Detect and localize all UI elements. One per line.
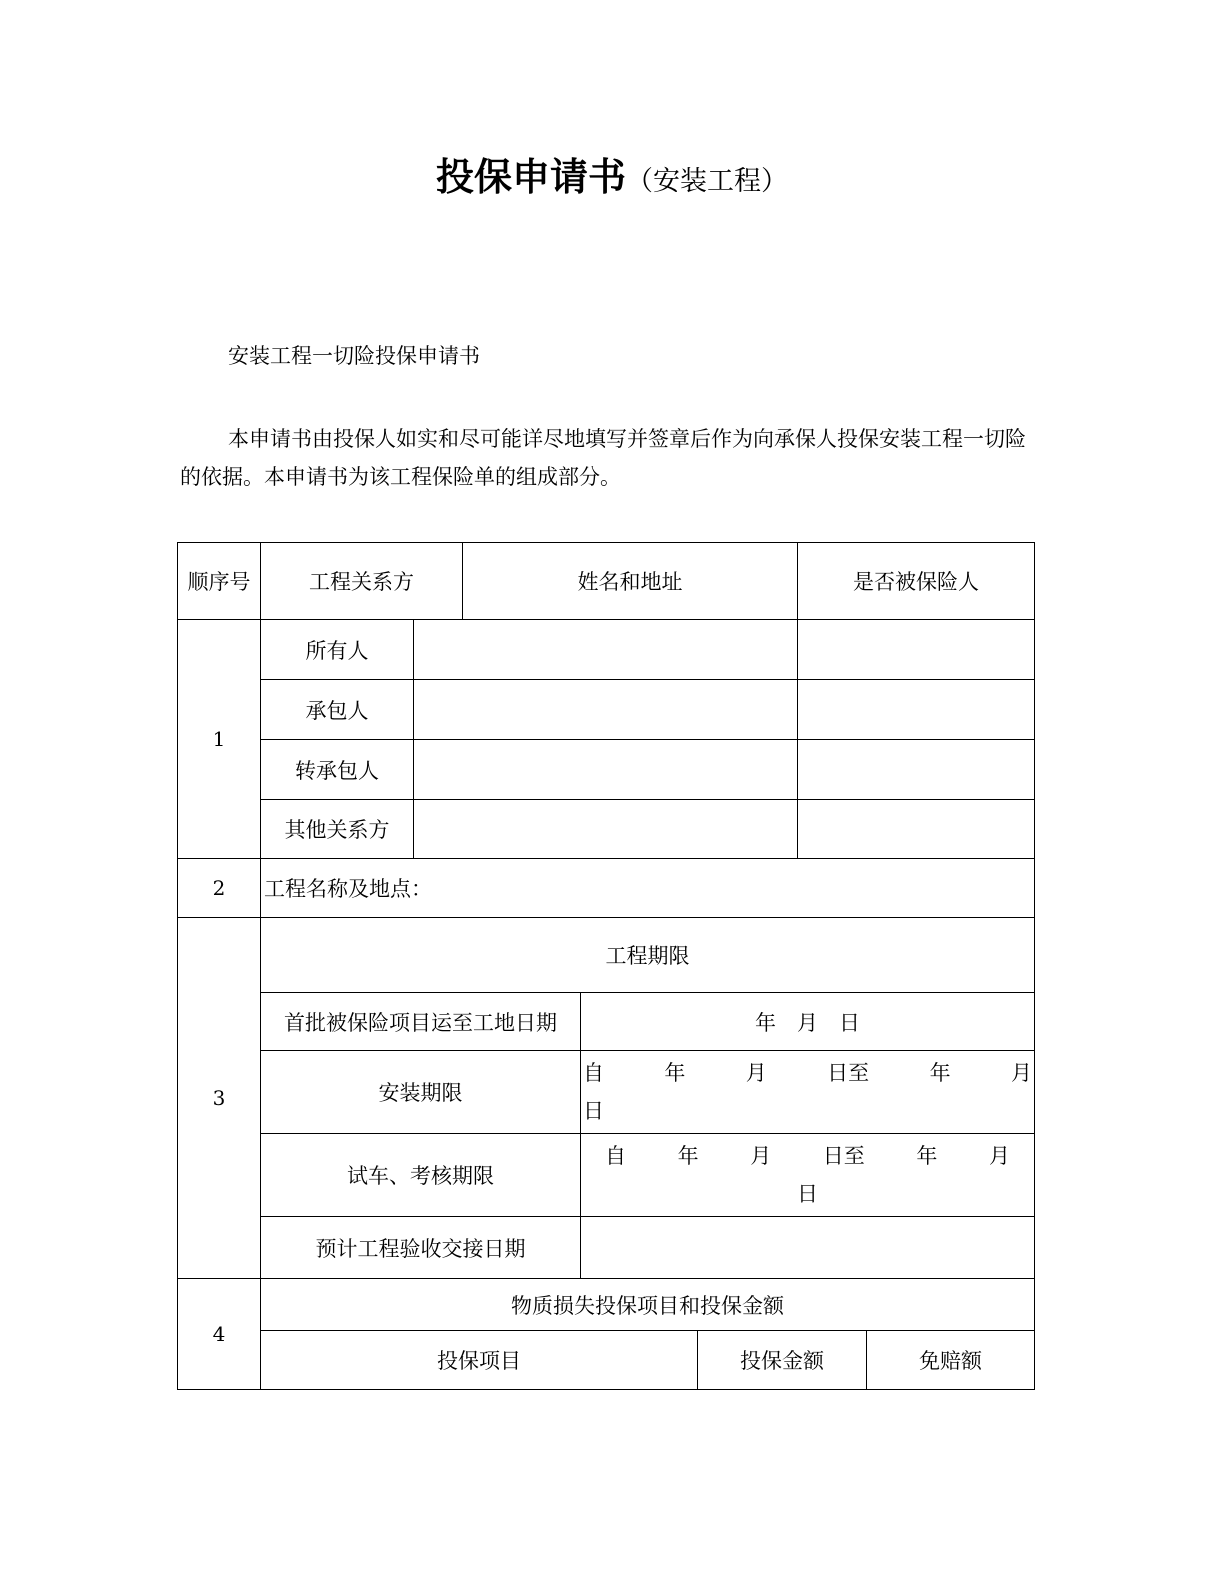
trial-month-2: 月 [988,1144,1010,1168]
install-year-1: 年 [664,1061,686,1085]
install-from: 自 [583,1061,604,1085]
install-month-1: 月 [745,1061,767,1085]
party-other-name-field[interactable] [413,799,798,859]
install-period-line [583,1054,1032,1092]
section-4-number: 4 [177,1278,261,1390]
header-is-insured: 是否被保险人 [797,542,1035,620]
trial-period-field[interactable] [580,1133,1035,1217]
party-contractor-name-field[interactable] [413,679,798,740]
party-owner-label: 所有人 [260,619,414,680]
acceptance-date-field[interactable] [580,1216,1035,1279]
col-insured-amount: 投保金额 [697,1330,867,1390]
section-3-number: 3 [177,917,261,1279]
header-party: 工程关系方 [260,542,463,620]
first-delivery-label: 首批被保险项目运至工地日期 [260,992,581,1051]
title-sub: （安装工程） [626,166,788,197]
party-contractor-label: 承包人 [260,679,414,740]
install-day-to: 日至 [827,1061,870,1085]
header-seq: 顺序号 [177,542,261,620]
party-contractor-insured-field[interactable] [797,679,1035,740]
project-period-heading: 工程期限 [260,917,1035,993]
party-owner-name-field[interactable] [413,619,798,680]
party-owner-insured-field[interactable] [797,619,1035,680]
acceptance-date-label: 预计工程验收交接日期 [260,1216,581,1279]
party-subcontractor-label: 转承包人 [260,739,414,800]
material-loss-heading: 物质损失投保项目和投保金额 [260,1278,1035,1331]
install-month-2: 月 [1010,1061,1032,1085]
install-year-2: 年 [929,1061,951,1085]
section-1-number: 1 [177,619,261,859]
trial-period-label: 试车、考核期限 [260,1133,581,1217]
trial-year-1: 年 [677,1144,699,1168]
party-subcontractor-name-field[interactable] [413,739,798,800]
col-insured-item: 投保项目 [260,1330,698,1390]
install-period-field[interactable] [580,1050,1035,1134]
trial-from: 自 [605,1144,626,1168]
trial-year-2: 年 [916,1144,938,1168]
party-other-insured-field[interactable] [797,799,1035,859]
party-subcontractor-insured-field[interactable] [797,739,1035,800]
intro-paragraph: 本申请书由投保人如实和尽可能详尽地填写并签章后作为向承保人投保安装工程一切险的依据。本申请书为该工程保险单的组成部分。 [180,427,1026,489]
first-delivery-date-field[interactable]: 年 月 日 [580,992,1035,1051]
col-deductible: 免赔额 [866,1330,1035,1390]
application-form-table [178,543,1035,1391]
trial-month-1: 月 [750,1144,772,1168]
trial-period-line [583,1137,1032,1175]
trial-day-to: 日至 [822,1144,865,1168]
title-main: 投保申请书 [435,155,626,199]
install-day-2: 日 [583,1099,604,1123]
header-name-address: 姓名和地址 [462,542,798,620]
install-period-label: 安装期限 [260,1050,581,1134]
form-subtitle: 安装工程一切险投保申请书 [228,344,480,368]
party-other-label: 其他关系方 [260,799,414,859]
trial-day-2: 日 [797,1182,818,1206]
page-title [0,146,1224,201]
project-name-location-field[interactable]: 工程名称及地点： [260,858,1035,918]
section-2-number: 2 [177,858,261,918]
